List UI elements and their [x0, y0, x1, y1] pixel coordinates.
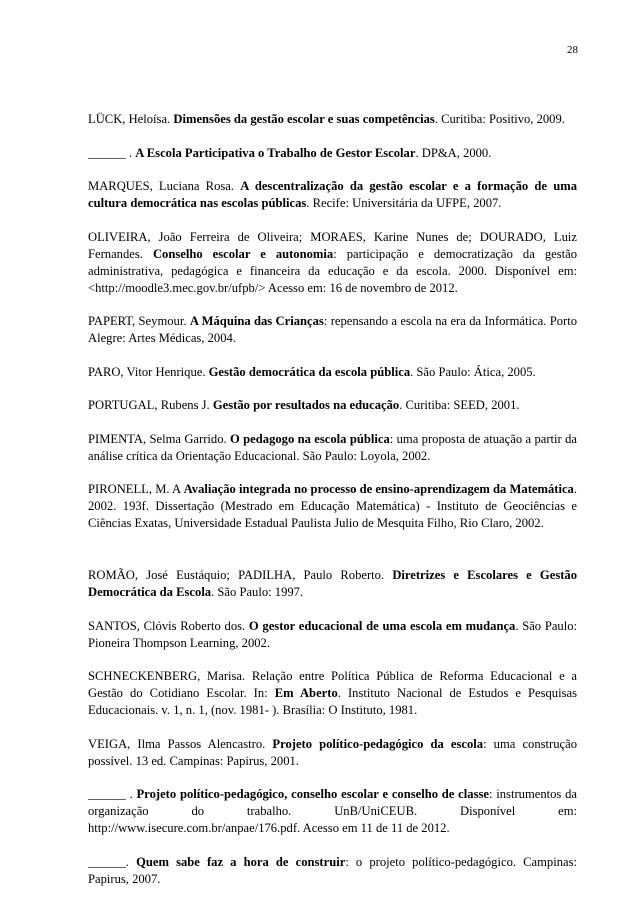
- reference-title: Dimensões da gestão escolar e suas competências: [173, 112, 435, 126]
- reference-title: O gestor educacional de uma escola em mudança: [248, 618, 516, 633]
- reference-entry-luck-2009: [88, 111, 577, 128]
- reference-title: Em Aberto: [274, 686, 338, 700]
- reference-author: PAPERT, Seymour.: [88, 314, 190, 328]
- reference-author: OLIVEIRA, João Ferreira de Oliveira; MORAES, Karine Nunes de; DOURADO, Luiz Fernandes.: [88, 229, 577, 261]
- reference-details: : participação e democratização da gestão administrativa, pedagógica e financeira da educação e da escola. 2000. Disponível em: <http://moodle3.mec.gov.br/ufpb/> Acesso em: 16 de novembro de 2012.: [88, 246, 577, 295]
- reference-title: Gestão democrática da escola pública: [208, 364, 411, 379]
- reference-entry-veiga-2001: [88, 736, 577, 770]
- reference-details: . Instituto Nacional de Estudos e Pesquisas Educacionais. v. 1, n. 1, (nov. 1981- ). Brasília: O Instituto, 1981.: [88, 686, 577, 717]
- reference-title: Projeto político-pedagógico, conselho escolar e conselho de classe: [136, 787, 489, 801]
- reference-entry-veiga-2007: [88, 854, 577, 888]
- reference-entry-romao: [88, 567, 577, 601]
- reference-details: : instrumentos da organização do trabalho. UnB/UniCEUB. Disponível em: http://www.isecure.com.br/anpae/176.pdf. Acesso em 11 de 11 de 2012.: [88, 787, 578, 835]
- reference-entry-luck-2000: [88, 145, 577, 162]
- reference-entry-papert: [88, 313, 577, 347]
- reference-author: SCHNECKENBERG, Marisa. Relação entre Política Pública de Reforma Educacional e a Gestão do Cotidiano Escolar. In:: [88, 669, 577, 700]
- reference-details: . Curitiba: Positivo, 2009.: [434, 112, 565, 126]
- reference-author: PORTUGAL, Rubens J.: [88, 398, 213, 412]
- reference-title: Projeto político-pedagógico da escola: [272, 736, 484, 751]
- reference-author: PIRONELL, M. A: [88, 482, 184, 496]
- reference-title: A Escola Participativa o Trabalho de Gestor Escolar: [135, 145, 416, 160]
- reference-details: : uma construção possível. 13 ed. Campinas: Papirus, 2001.: [88, 736, 577, 768]
- reference-title: Diretrizes e Escolares e Gestão Democrática da Escola: [88, 568, 578, 599]
- page-number: 28: [567, 44, 578, 56]
- reference-details: : uma proposta de atuação a partir da análise crítica da Orientação Educacional. São Paulo: Loyola, 2002.: [88, 431, 577, 463]
- reference-title: Conselho escolar e autonomia: [152, 246, 334, 261]
- reference-entry-pimenta: [88, 431, 577, 465]
- reference-author: VEIGA, Ilma Passos Alencastro.: [88, 736, 273, 751]
- reference-details: . Recife: Universitária da UFPE, 2007.: [306, 196, 502, 210]
- reference-author: ______ .: [88, 145, 136, 160]
- reference-details: . São Paulo: 1997.: [211, 585, 304, 599]
- reference-author: MARQUES, Luciana Rosa.: [88, 179, 241, 193]
- reference-author: ______.: [88, 854, 137, 869]
- reference-author: ______ .: [88, 787, 137, 801]
- reference-title: O pedagogo na escola pública: [230, 431, 390, 446]
- reference-entry-marques: [88, 178, 577, 212]
- reference-details: : repensando a escola na era da Informática. Porto Alegre: Artes Médicas, 2004.: [88, 314, 577, 345]
- reference-details: . DP&A, 2000.: [415, 145, 492, 160]
- reference-list: [88, 111, 577, 904]
- reference-details: . 2002. 193f. Dissertação (Mestrado em Educação Matemática) - Instituto de Geociências e Ciências Exatas, Universidade Estadual Paulista Julio de Mesquita Filho, Rio Claro, 2002.: [88, 482, 577, 530]
- reference-details: . São Paulo: Pioneira Thompson Learning, 2002.: [88, 618, 577, 650]
- reference-entry-paro: [88, 364, 577, 381]
- reference-title: Avaliação integrada no processo de ensino-aprendizagem da Matemática: [183, 482, 574, 496]
- reference-author: LÜCK, Heloísa.: [88, 112, 174, 126]
- reference-title: Gestão por resultados na educação: [212, 398, 400, 412]
- reference-details: . Curitiba: SEED, 2001.: [399, 398, 520, 412]
- reference-author: PIMENTA, Selma Garrido.: [88, 431, 231, 446]
- reference-author: SANTOS, Clóvis Roberto dos.: [88, 618, 249, 633]
- reference-entry-portugal: [88, 397, 577, 414]
- reference-title: A Máquina das Crianças: [189, 314, 324, 328]
- reference-details: : o projeto político-pedagógico. Campinas: Papirus, 2007.: [88, 854, 578, 886]
- reference-entry-pironell: [88, 481, 577, 532]
- reference-details: . São Paulo: Ática, 2005.: [410, 364, 536, 379]
- reference-author: ROMÃO, José Eustáquio; PADILHA, Paulo Roberto.: [88, 568, 393, 582]
- reference-entry-santos: [88, 618, 577, 652]
- reference-author: PARO, Vitor Henrique.: [88, 364, 209, 379]
- reference-title: Quem sabe faz a hora de construir: [136, 854, 346, 869]
- reference-title: A descentralização da gestão escolar e a formação de uma cultura democrática nas escolas públicas: [88, 179, 577, 210]
- reference-entry-veiga-anpae: [88, 786, 577, 837]
- reference-entry-schneckenberg: [88, 668, 577, 719]
- reference-entry-oliveira: [88, 229, 577, 297]
